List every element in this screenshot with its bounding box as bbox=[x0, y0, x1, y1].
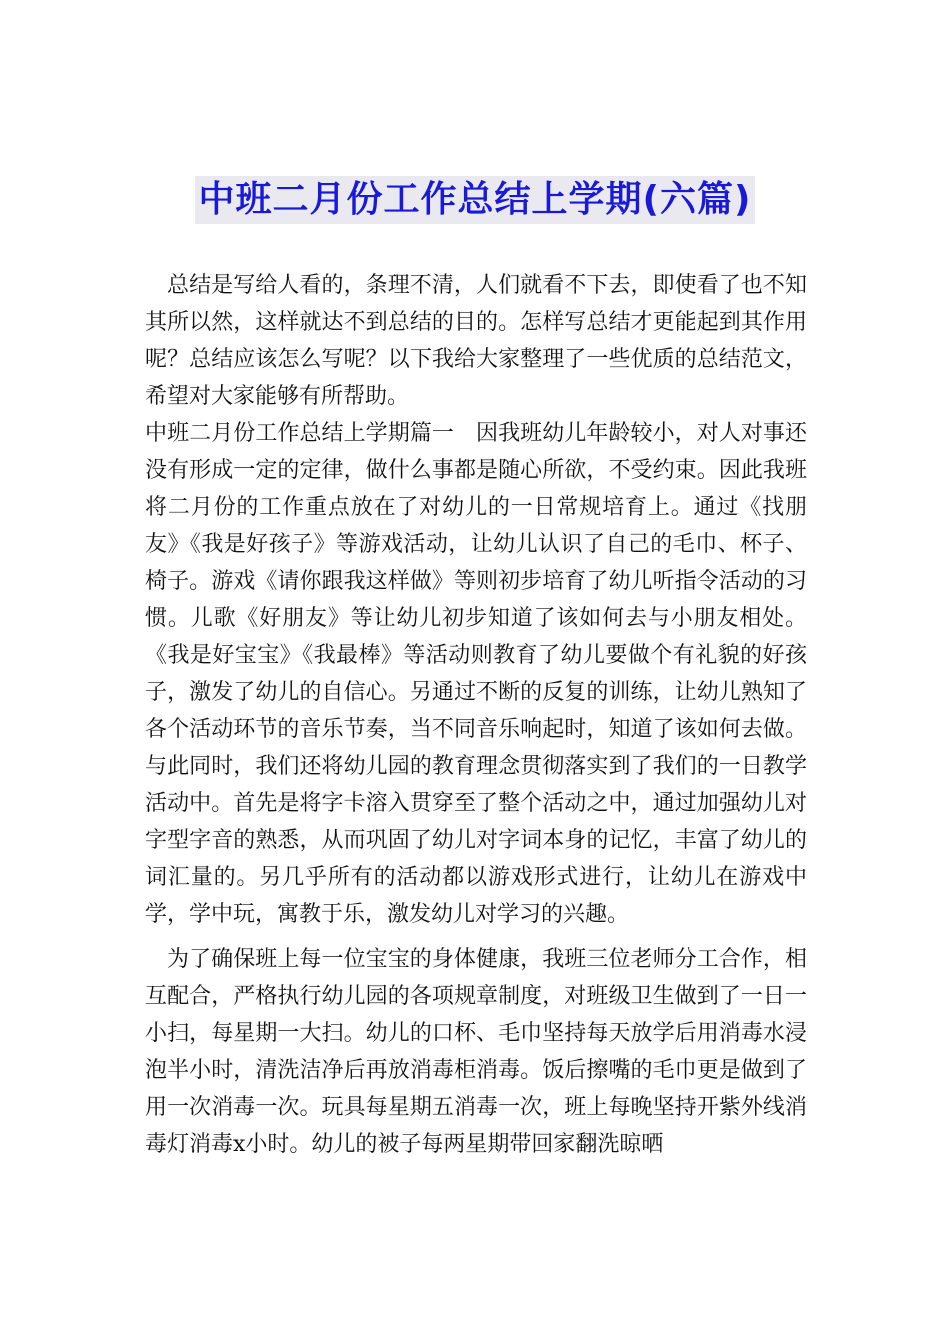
document-title: 中班二月份工作总结上学期(六篇) bbox=[195, 176, 756, 224]
intro-paragraph: 总结是写给人看的，条理不清，人们就看不下去，即使看了也不知其所以然，这样就达不到总结的目的。怎样写总结才更能起到其作用呢？总结应该怎么写呢？以下我给大家整理了一些优质的总结范文，希望对大家能够有所帮助。 bbox=[145, 273, 807, 409]
hygiene-paragraph: 为了确保班上每一位宝宝的身体健康，我班三位老师分工合作，相互配合，严格执行幼儿园的各项规章制度，对班级卫生做到了一日一小扫，每星期一大扫。幼儿的口杯、毛巾坚持每天放学后用消毒水浸泡半小时，清洗洁净后再放消毒柜消毒。饭后擦嘴的毛巾更是做到了用一次消毒一次。玩具每星期五消毒一次，班上每晚坚持开紫外线消毒灯消毒x小时。幼儿的被子每两星期带回家翻洗晾晒 bbox=[145, 947, 807, 1157]
section-one-paragraph: 中班二月份工作总结上学期篇一 因我班幼儿年龄较小，对人对事还没有形成一定的定律，做什么事都是随心所欲，不受约束。因此我班将二月份的工作重点放在了对幼儿的一日常规培育上。通过《找朋友》《我是好孩子》等游戏活动，让幼儿认识了自己的毛巾、杯子、椅子。游戏《请你跟我这样做》等则初步培育了幼儿听指令活动的习惯。儿歌《好朋友》等让幼儿初步知道了该如何去与小朋友相处。《我是好宝宝》《我最棒》等活动则教育了幼儿要做个有礼貌的好孩子，激发了幼儿的自信心。另通过不断的反复的训练，让幼儿熟知了各个活动环节的音乐节奏，当不同音乐响起时，知道了该如何去做。与此同时，我们还将幼儿园的教育理念贯彻落实到了我们的一日教学活动中。首先是将字卡溶入贯穿至了整个活动之中，通过加强幼儿对字型字音的熟悉，从而巩固了幼儿对字词本身的记忆，丰富了幼儿的词汇量的。另几乎所有的活动都以游戏形式进行，让幼儿在游戏中学，学中玩，寓教于乐，激发幼儿对学习的兴趣。 bbox=[145, 421, 807, 927]
document-body bbox=[145, 267, 807, 1163]
title-container bbox=[0, 176, 950, 224]
